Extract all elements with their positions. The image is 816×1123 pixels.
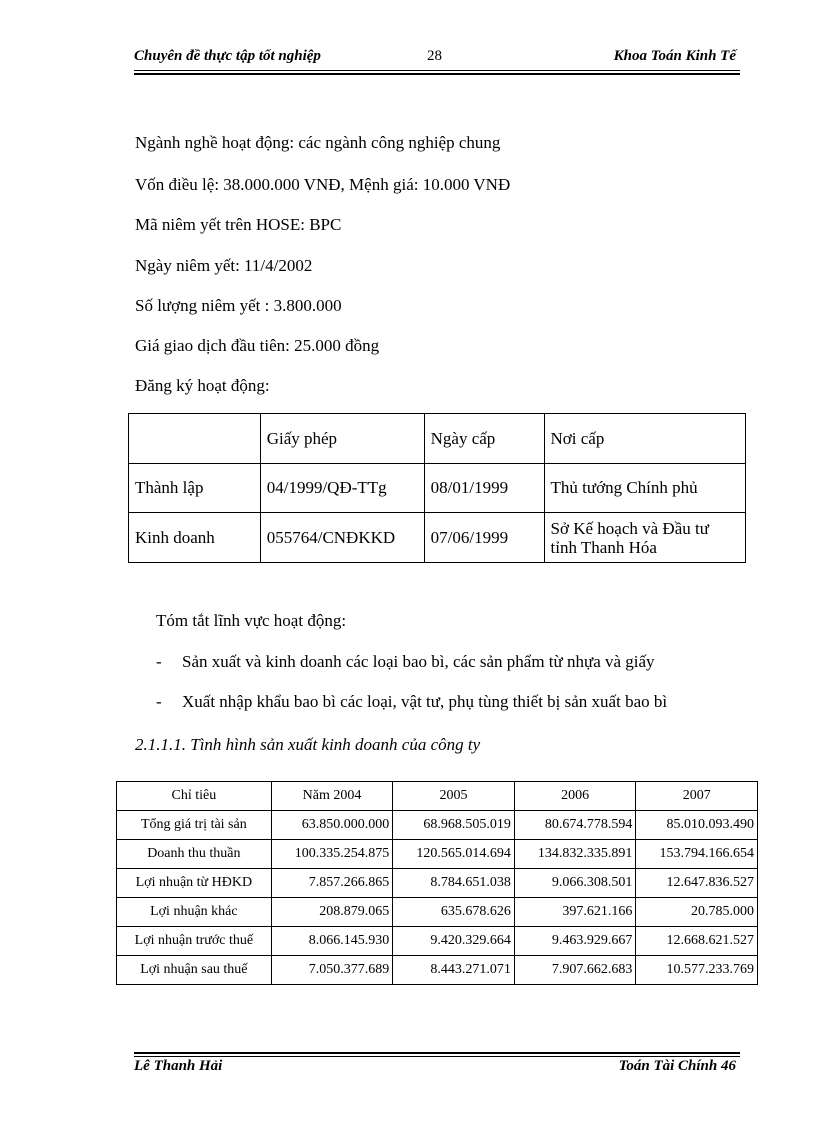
table-row [117, 956, 758, 985]
table-header-cell: Năm 2004 [271, 782, 393, 811]
table-cell: 9.420.329.664 [393, 927, 515, 956]
table-cell: 9.463.929.667 [514, 927, 636, 956]
table-cell: 80.674.778.594 [514, 811, 636, 840]
bullet-text: Sản xuất và kinh doanh các loại bao bì, các sản phẩm từ nhựa và giấy [182, 652, 655, 671]
table-cell: 8.443.271.071 [393, 956, 515, 985]
info-line-industry: Ngành nghề hoạt động: các ngành công nghiệp chung [135, 133, 501, 152]
table-cell: Kinh doanh [129, 513, 261, 563]
table-header-cell: Nơi cấp [544, 414, 745, 464]
finance-table [116, 781, 758, 985]
table-cell: 20.785.000 [636, 898, 758, 927]
table-cell: 055764/CNĐKKD [260, 513, 424, 563]
table-cell: 397.621.166 [514, 898, 636, 927]
table-row [117, 927, 758, 956]
table-cell: 12.647.836.527 [636, 869, 758, 898]
registration-table [128, 413, 746, 563]
page-header [134, 46, 740, 72]
table-cell: 9.066.308.501 [514, 869, 636, 898]
table-cell: 153.794.166.654 [636, 840, 758, 869]
table-cell: Sở Kế hoạch và Đầu tư tỉnh Thanh Hóa [544, 513, 745, 563]
table-cell: 134.832.335.891 [514, 840, 636, 869]
table-cell: 10.577.233.769 [636, 956, 758, 985]
bullet-dash: - [156, 652, 162, 671]
info-line-listing-date: Ngày niêm yết: 11/4/2002 [135, 256, 313, 275]
table-cell: Lợi nhuận khác [117, 898, 272, 927]
summary-title: Tóm tắt lĩnh vực hoạt động: [156, 611, 347, 630]
info-line-first-price: Giá giao dịch đầu tiên: 25.000 đồng [135, 336, 380, 355]
table-row [129, 464, 746, 513]
table-cell: 208.879.065 [271, 898, 393, 927]
table-cell: 07/06/1999 [424, 513, 544, 563]
table-cell: Tổng giá trị tài sản [117, 811, 272, 840]
table-cell: 7.050.377.689 [271, 956, 393, 985]
table-cell: Lợi nhuận sau thuế [117, 956, 272, 985]
table-cell: 8.066.145.930 [271, 927, 393, 956]
section-title: 2.1.1.1. Tình hình sản xuất kinh doanh của công ty [135, 735, 481, 754]
table-cell: 63.850.000.000 [271, 811, 393, 840]
page-number: 28 [427, 48, 442, 64]
info-line-listing-volume: Số lượng niêm yết : 3.800.000 [135, 296, 342, 315]
table-cell: 68.968.505.019 [393, 811, 515, 840]
table-cell [129, 414, 261, 464]
table-header-cell: 2006 [514, 782, 636, 811]
table-cell: 120.565.014.694 [393, 840, 515, 869]
table-cell: Thủ tướng Chính phủ [544, 464, 745, 513]
header-left-title: Chuyên đề thực tập tốt nghiệp [134, 48, 321, 64]
table-cell: 08/01/1999 [424, 464, 544, 513]
table-header-cell: 2005 [393, 782, 515, 811]
header-right-title: Khoa Toán Kinh Tế [613, 48, 736, 64]
list-item [156, 692, 667, 712]
table-cell: 04/1999/QĐ-TTg [260, 464, 424, 513]
table-header-cell: Chỉ tiêu [117, 782, 272, 811]
info-line-registration: Đăng ký hoạt động: [135, 376, 270, 395]
table-cell: 8.784.651.038 [393, 869, 515, 898]
table-header-cell: Giấy phép [260, 414, 424, 464]
table-cell: Thành lập [129, 464, 261, 513]
table-cell: 635.678.626 [393, 898, 515, 927]
bullet-text: Xuất nhập khẩu bao bì các loại, vật tư, phụ tùng thiết bị sản xuất bao bì [182, 692, 668, 711]
footer-author: Lê Thanh Hải [134, 1058, 223, 1074]
table-cell: 12.668.621.527 [636, 927, 758, 956]
table-cell: 7.857.266.865 [271, 869, 393, 898]
table-cell: Doanh thu thuần [117, 840, 272, 869]
table-row [117, 840, 758, 869]
page-footer [134, 1058, 740, 1080]
table-header-row [129, 414, 746, 464]
list-item [156, 652, 655, 672]
table-cell: 85.010.093.490 [636, 811, 758, 840]
table-cell: Lợi nhuận từ HĐKD [117, 869, 272, 898]
bullet-dash: - [156, 692, 162, 711]
table-cell: 7.907.662.683 [514, 956, 636, 985]
table-header-cell: Ngày cấp [424, 414, 544, 464]
footer-course: Toán Tài Chính 46 [618, 1058, 736, 1074]
table-row [129, 513, 746, 563]
info-line-capital: Vốn điều lệ: 38.000.000 VNĐ, Mệnh giá: 10.000 VNĐ [135, 175, 511, 194]
table-header-cell: 2007 [636, 782, 758, 811]
table-cell: 100.335.254.875 [271, 840, 393, 869]
table-row [117, 811, 758, 840]
table-row [117, 898, 758, 927]
table-row [117, 869, 758, 898]
info-line-ticker: Mã niêm yết trên HOSE: BPC [135, 215, 342, 234]
table-cell: Lợi nhuận trước thuế [117, 927, 272, 956]
table-header-row [117, 782, 758, 811]
footer-rule-thick [134, 1052, 740, 1054]
footer-rule-thin [134, 1056, 740, 1057]
header-rule-thick [134, 73, 740, 75]
header-rule-thin [134, 70, 740, 71]
